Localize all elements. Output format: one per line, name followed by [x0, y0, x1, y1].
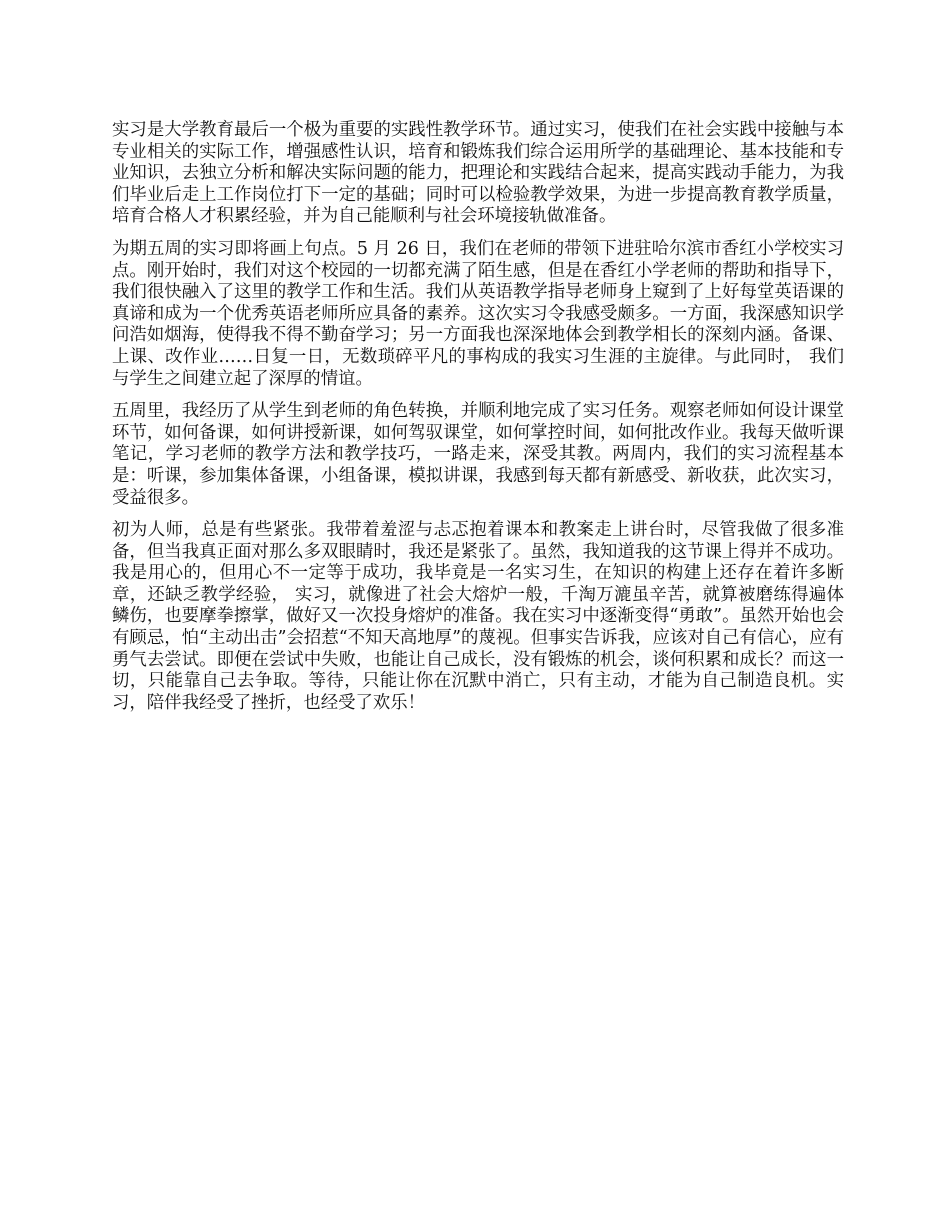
document-body: [112, 120, 844, 725]
paragraph-2: 为期五周的实习即将画上句点。5 月 26 日，我们在老师的带领下进驻哈尔滨市香红小学校实习点。刚开始时，我们对这个校园的一切都充满了陌生感，但是在香红小学老师的帮助和指导下，我们很快融入了这里的教学工作和生活。我们从英语教学指导老师身上窥到了上好每堂英语课的真谛和成为一个优秀英语老师所应具备的素养。这次实习令我感受颇多。一方面，我深感知识学问浩如烟海，使得我不得不勤奋学习；另一方面我也深深地体会到教学相长的深刻内涵。备课、上课、改作业……日复一日，无数琐碎平凡的事构成的我实习生涯的主旋律。与此同时， 我们与学生之间建立起了深厚的情谊。: [112, 238, 844, 389]
paragraph-1: 实习是大学教育最后一个极为重要的实践性教学环节。通过实习，使我们在社会实践中接触与本专业相关的实际工作，增强感性认识，培育和锻炼我们综合运用所学的基础理论、基本技能和专业知识，去独立分析和解决实际问题的能力，把理论和实践结合起来，提高实践动手能力，为我们毕业后走上工作岗位打下一定的基础；同时可以检验教学效果，为进一步提高教育教学质量，培育合格人才积累经验，并为自己能顺利与社会环境接轨做准备。: [112, 120, 844, 227]
paragraph-3: 五周里，我经历了从学生到老师的角色转换，并顺利地完成了实习任务。观察老师如何设计课堂环节，如何备课，如何讲授新课，如何驾驭课堂，如何掌控时间，如何批改作业。我每天做听课笔记，学习老师的教学方法和教学技巧，一路走来，深受其教。两周内，我们的实习流程基本是：听课，参加集体备课，小组备课，模拟讲课，我感到每天都有新感受、新收获，此次实习，受益很多。: [112, 401, 844, 508]
paragraph-4: 初为人师，总是有些紧张。我带着羞涩与忐忑抱着课本和教案走上讲台时，尽管我做了很多准备，但当我真正面对那么多双眼睛时，我还是紧张了。虽然，我知道我的这节课上得并不成功。我是用心的，但用心不一定等于成功，我毕竟是一名实习生，在知识的构建上还存在着许多断章，还缺乏教学经验， 实习，就像进了社会大熔炉一般，千淘万漉虽辛苦，就算被磨练得遍体鳞伤，也要摩拳擦掌，做好又一次投身熔炉的准备。我在实习中逐渐变得“勇敢”。虽然开始也会有顾忌，怕“主动出击”会招惹“不知天高地厚”的蔑视。但事实告诉我，应该对自己有信心，应有勇气去尝试。即便在尝试中失败，也能让自己成长，没有锻炼的机会，谈何积累和成长？而这一切，只能靠自己去争取。等待，只能让你在沉默中消亡，只有主动，才能为自己制造良机。实习，陪伴我经受了挫折，也经受了欢乐！: [112, 520, 844, 713]
